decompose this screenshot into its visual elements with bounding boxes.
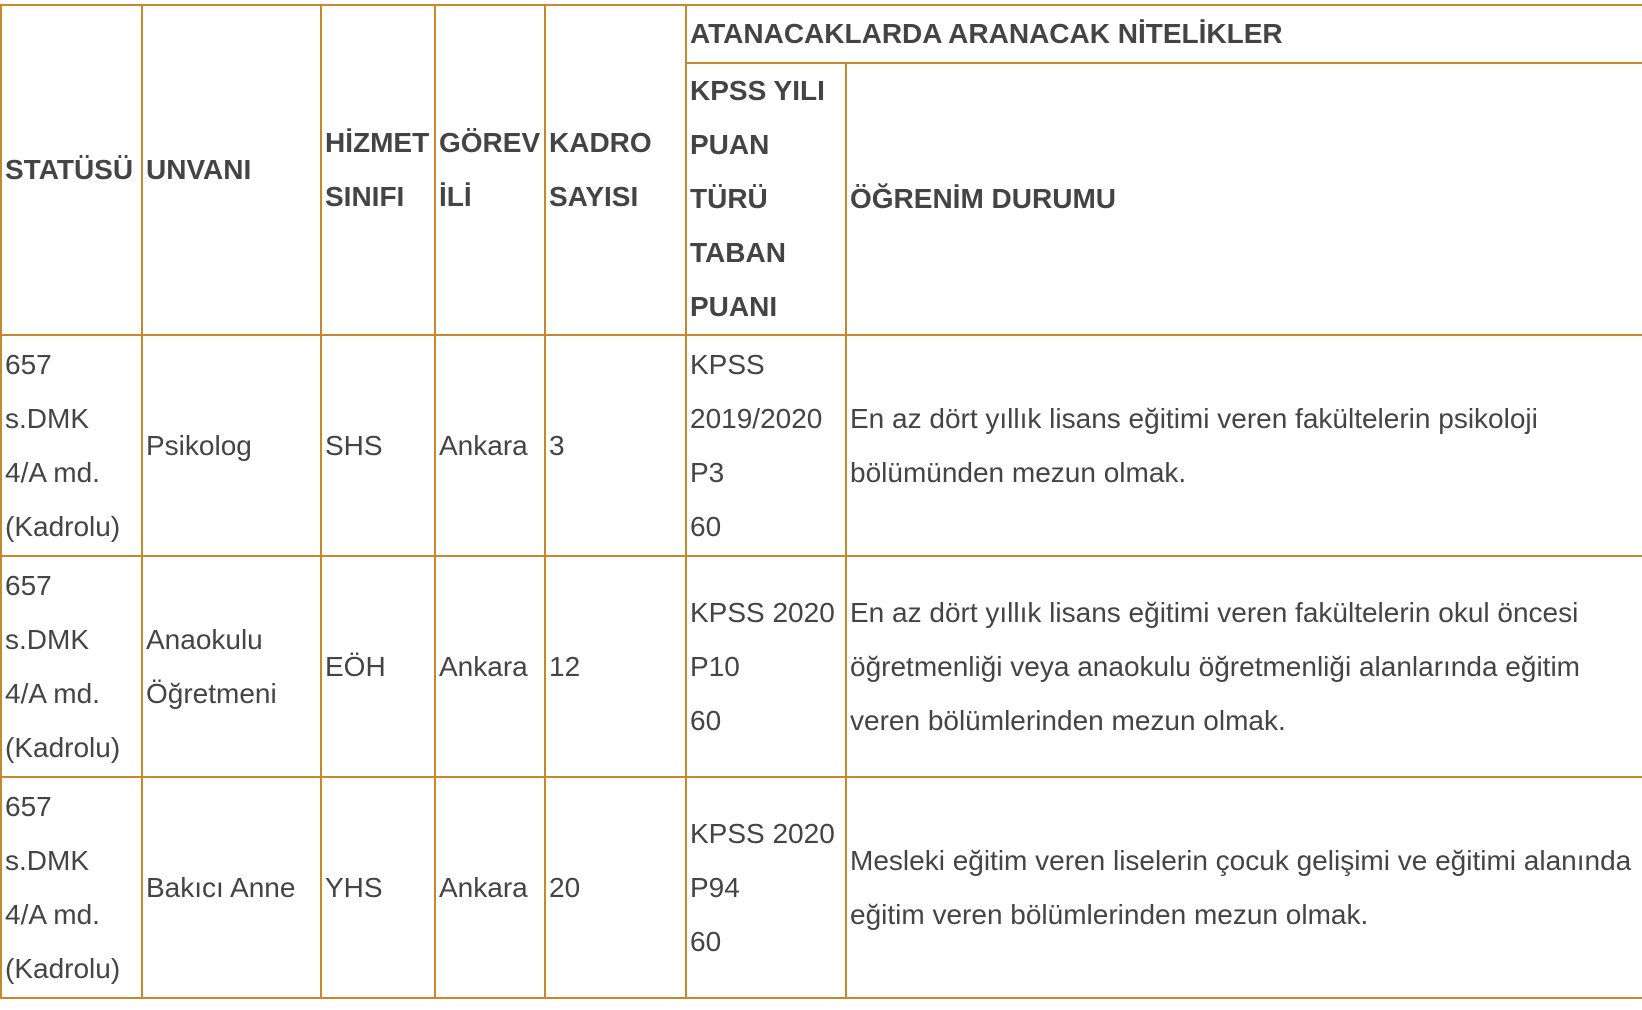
cell-status: 657 s.DMK 4/A md. (Kadrolu) bbox=[1, 556, 142, 777]
header-row-top bbox=[1, 5, 1642, 63]
header-kpss: KPSS YILI PUAN TÜRÜ TABAN PUANI bbox=[686, 63, 846, 335]
cell-title: Psikolog bbox=[142, 335, 321, 556]
cell-status: 657 s.DMK 4/A md. (Kadrolu) bbox=[1, 335, 142, 556]
cell-count: 12 bbox=[545, 556, 686, 777]
table-row bbox=[1, 556, 1642, 777]
cell-service-class: EÖH bbox=[321, 556, 435, 777]
cell-count: 20 bbox=[545, 777, 686, 998]
cell-service-class: SHS bbox=[321, 335, 435, 556]
cell-kpss: KPSS 2020 P10 60 bbox=[686, 556, 846, 777]
header-education: ÖĞRENİM DURUMU bbox=[846, 63, 1642, 335]
cell-count: 3 bbox=[545, 335, 686, 556]
cell-title: Anaokulu Öğretmeni bbox=[142, 556, 321, 777]
header-position-count: KADRO SAYISI bbox=[545, 5, 686, 335]
cell-city: Ankara bbox=[435, 556, 545, 777]
cell-education: En az dört yıllık lisans eğitimi veren fakültelerin psikoloji bölümünden mezun olmak. bbox=[846, 335, 1642, 556]
cell-title: Bakıcı Anne bbox=[142, 777, 321, 998]
cell-service-class: YHS bbox=[321, 777, 435, 998]
header-service-class: HİZMET SINIFI bbox=[321, 5, 435, 335]
cell-city: Ankara bbox=[435, 335, 545, 556]
header-status: STATÜSÜ bbox=[1, 5, 142, 335]
header-duty-city: GÖREV İLİ bbox=[435, 5, 545, 335]
cell-status: 657 s.DMK 4/A md. (Kadrolu) bbox=[1, 777, 142, 998]
cell-education: Mesleki eğitim veren liselerin çocuk gelişimi ve eğitimi alanında eğitim veren bölümlerinden mezun olmak. bbox=[846, 777, 1642, 998]
cell-city: Ankara bbox=[435, 777, 545, 998]
table-row bbox=[1, 335, 1642, 556]
header-qualifications: ATANACAKLARDA ARANACAK NİTELİKLER bbox=[686, 5, 1642, 63]
job-positions-table bbox=[0, 4, 1642, 999]
header-title: UNVANI bbox=[142, 5, 321, 335]
cell-kpss: KPSS 2019/2020 P3 60 bbox=[686, 335, 846, 556]
cell-education: En az dört yıllık lisans eğitimi veren fakültelerin okul öncesi öğretmenliği veya anaokulu öğretmenliği alanlarında eğitim veren bölümlerinden mezun olmak. bbox=[846, 556, 1642, 777]
cell-kpss: KPSS 2020 P94 60 bbox=[686, 777, 846, 998]
table-row bbox=[1, 777, 1642, 998]
